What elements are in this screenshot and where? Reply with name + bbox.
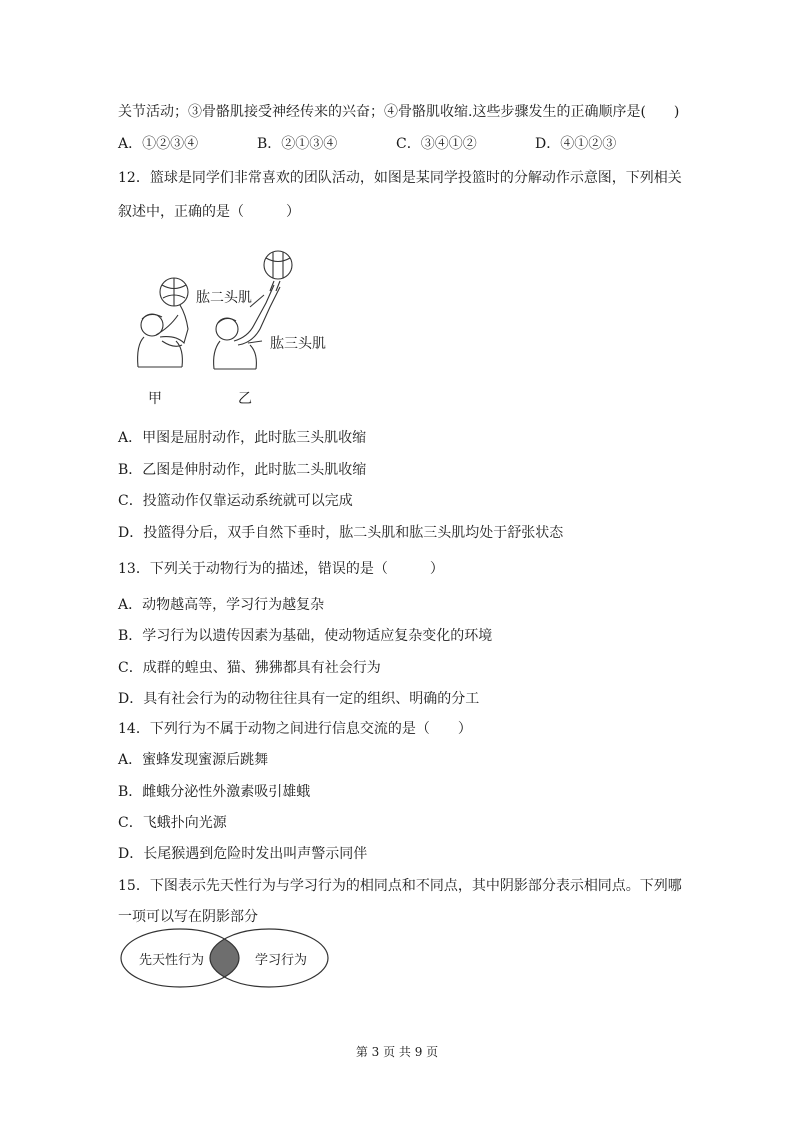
page-footer: 第 3 页 共 9 页: [355, 1045, 439, 1059]
q12-option-c: C．投篮动作仅靠运动系统就可以完成: [118, 493, 353, 509]
venn-right-label: 学习行为: [255, 953, 308, 968]
triceps-label: 肱三头肌: [270, 336, 326, 352]
q12-option-d: D．投篮得分后，双手自然下垂时，肱二头肌和肱三头肌均处于舒张状态: [118, 525, 564, 541]
q15-stem-line1: 15．下图表示先天性行为与学习行为的相同点和不同点，其中阴影部分表示相同点。下列哪: [118, 878, 682, 894]
q14-option-a: A．蜜蜂发现蜜源后跳舞: [118, 752, 269, 768]
q14-option-d: D．长尾猴遇到危险时发出叫声警示同伴: [118, 846, 368, 862]
venn-diagram: [119, 927, 331, 989]
q12-stem-line1: 12．篮球是同学们非常喜欢的团队活动，如图是某同学投篮时的分解动作示意图，下列相关: [118, 170, 682, 186]
q14-option-c: C．飞蛾扑向光源: [118, 815, 227, 831]
biceps-label: 肱二头肌: [196, 290, 252, 306]
q13-option-d: D．具有社会行为的动物往往具有一定的组织、明确的分工: [118, 691, 480, 707]
q15-stem-line2: 一项可以写在阴影部分: [118, 909, 258, 925]
q11-option-b: B．②①③④: [257, 136, 338, 152]
q11-option-d: D．④①②③: [535, 136, 617, 152]
q13-stem: 13．下列关于动物行为的描述，错误的是（ ）: [118, 561, 444, 577]
figure-jia-label: 甲: [148, 391, 162, 407]
q13-option-a: A．动物越高等，学习行为越复杂: [118, 597, 325, 613]
q11-option-c: C．③④①②: [396, 136, 477, 152]
q14-stem: 14．下列行为不属于动物之间进行信息交流的是（ ）: [118, 721, 472, 737]
q11-stem-continuation: 关节活动；③骨骼肌接受神经传来的兴奋；④骨骼肌收缩.这些步骤发生的正确顺序是( ): [118, 104, 680, 120]
q13-option-b: B．学习行为以遗传因素为基础，使动物适应复杂变化的环境: [118, 628, 493, 644]
q13-option-c: C．成群的蝗虫、猫、狒狒都具有社会行为: [118, 660, 381, 676]
q12-stem-line2: 叙述中，正确的是（ ）: [118, 204, 300, 220]
basketball-shooting-figure: [130, 245, 350, 415]
figure-yi-label: 乙: [238, 391, 252, 407]
q14-option-b: B．雌蛾分泌性外激素吸引雄蛾: [118, 784, 311, 800]
venn-left-label: 先天性行为: [139, 953, 205, 968]
q12-option-a: A．甲图是屈肘动作，此时肱三头肌收缩: [118, 430, 367, 446]
q12-option-b: B．乙图是伸肘动作，此时肱二头肌收缩: [118, 462, 367, 478]
q11-option-a: A．①②③④: [118, 136, 199, 152]
